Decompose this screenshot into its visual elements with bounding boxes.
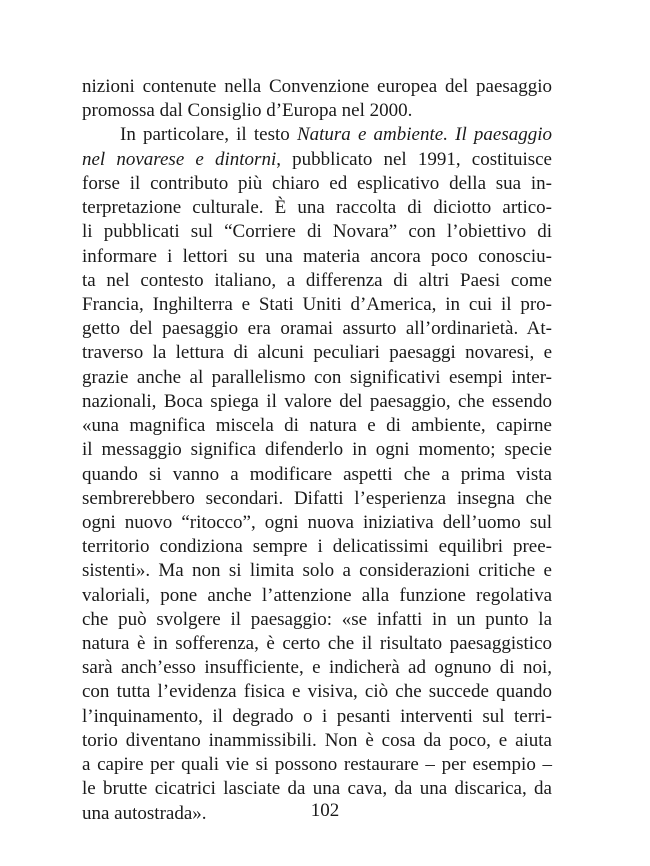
text-line: il messaggio significa difenderlo in ogni momento; specie [82,439,552,461]
page-number: 102 [310,800,340,821]
text-line: che può svolgere il paesaggio: «se infatti in un punto la [82,608,552,630]
text-line: con tutta l’evidenza fisica e visiva, ciò che succede quando [82,681,552,703]
text-segment: In particolare, il testo [120,124,297,146]
text-line: una autostrada». [82,802,207,824]
text-line [82,148,552,172]
text-segment: , pubblicato nel 1991, costituisce [276,148,552,170]
text-line: nizioni contenute nella Convenzione europea del paesaggio [82,76,552,97]
text-line: sistenti». Ma non si limita solo a considerazioni critiche e [82,560,552,582]
text-line: torio diventano inammissibili. Non è cosa da poco, e aiuta [82,729,552,751]
text-line: grazie anche al parallelismo con significativi esempi inter- [82,366,552,388]
text-line: promossa dal Consiglio d’Europa nel 2000. [82,100,413,122]
text-line: forse il contributo più chiaro ed esplicativo della sua in- [82,172,552,194]
text-line: quando si vanno a modificare aspetti che a prima vista [82,463,552,485]
text-line: ogni nuovo “ritocco”, ogni nuova iniziativa dell’uomo sul [82,511,552,533]
text-line: valoriali, pone anche l’attenzione alla funzione regolativa [82,584,552,606]
text-line: nazionali, Boca spiega il valore del paesaggio, che essendo [82,390,552,412]
text-line: territorio condiziona sempre i delicatissimi equilibri pree- [82,536,552,558]
text-line: sarà anch’esso insufficiente, e indicherà ad ognuno di noi, [82,657,552,679]
text-line: getto del paesaggio era oramai assurto all’ordinarietà. At- [82,318,552,340]
text-line: l’inquinamento, il degrado o i pesanti interventi sul terri- [82,705,552,727]
text-line [82,123,552,147]
text-line: informare i lettori su una materia ancora poco conosciu- [82,245,552,267]
text-line: natura è in sofferenza, è certo che il risultato paesaggistico [82,633,552,655]
text-line: ta nel contesto italiano, a differenza di altri Paesi come [82,269,552,291]
text-line: a capire per quali vie si possono restaurare – per esempio – [82,754,552,776]
text-line: traverso la lettura di alcuni peculiari paesaggi novaresi, e [82,342,552,364]
text-line: le brutte cicatrici lasciate da una cava, da una discarica, da [82,778,552,800]
book-title-italic: Natura e ambiente. Il paesaggio [296,124,553,146]
text-line: sembrerebbero secondari. Difatti l’esperienza insegna che [82,487,552,509]
text-line: Francia, Inghilterra e Stati Uniti d’America, in cui il pro- [82,293,552,315]
text-line: terpretazione culturale. È una raccolta di diciotto artico- [82,197,552,219]
body-text [82,75,552,826]
text-line: «una magnifica miscela di natura e di ambiente, capirne [82,415,552,437]
book-title-italic: nel novarese e dintorni [82,148,277,170]
text-line: li pubblicati sul “Corriere di Novara” con l’obiettivo di [82,221,552,243]
